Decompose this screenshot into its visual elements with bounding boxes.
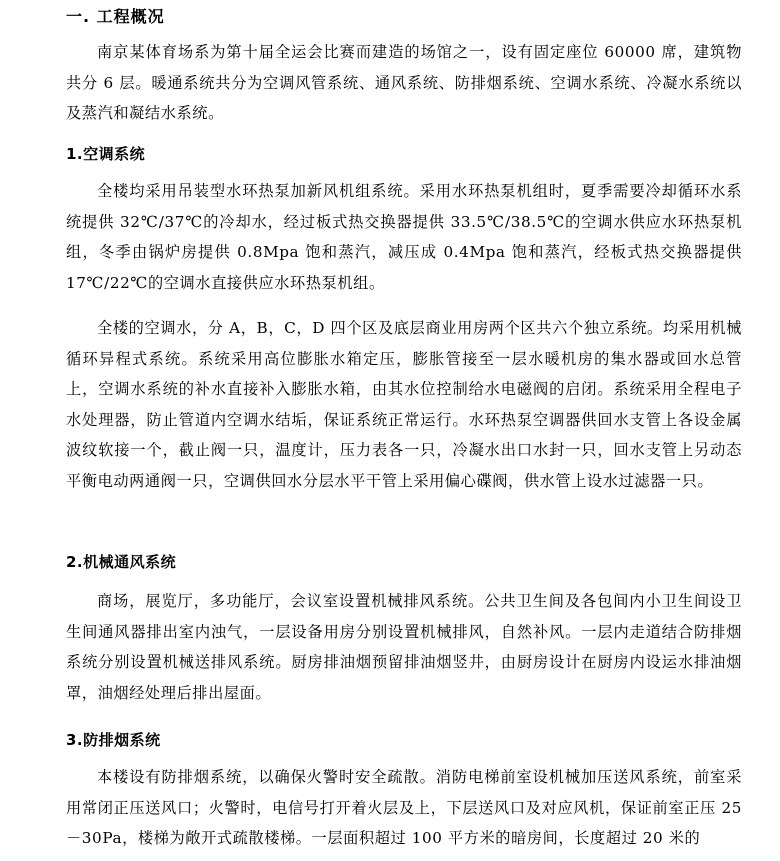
- smoke-control-paragraph: 本楼设有防排烟系统，以确保火警时安全疏散。消防电梯前室设机械加压送风系统，前室采用常闭正压送风口；火警时，电信号打开着火层及上，下层送风口及对应风机，保证前室正压 25－30Pa，楼梯为敞开式疏散楼梯。一层面积超过 100 平方米的暗房间，长度超过 20 米的: [66, 768, 742, 847]
- ac-system-paragraph-2: 全楼的空调水，分 A，B，C，D 四个区及底层商业用房两个区共六个独立系统。均采用机械循环异程式系统。系统采用高位膨胀水箱定压，膨胀管接至一层水暖机房的集水器或回水总管上，空调水系统的补水直接补入膨胀水箱，由其水位控制给水电磁阀的启闭。系统采用全程电子水处理器，防止管道内空调水结垢，保证系统正常运行。水环热泵空调器供回水支管上各设金属波纹软接一个，截止阀一只，温度计，压力表各一只，冷凝水出口水封一只，回水支管上另动态平衡电动两通阀一只，空调供回水分层水平干管上采用偏心碟阀，供水管上设水过滤器一只。: [66, 319, 742, 490]
- ac-system-paragraph-1: 全楼均采用吊装型水环热泵加新风机组系统。采用水环热泵机组时，夏季需要冷却循环水系统提供 32℃/37℃的冷却水，经过板式热交换器提供 33.5℃/38.5℃的空调水供应水环热泵机组，冬季由锅炉房提供 0.8Mpa 饱和蒸汽，减压成 0.4Mpa 饱和蒸汽，经板式热交换器提供 17℃/22℃的空调水直接供应水环热泵机组。: [66, 182, 742, 292]
- ventilation-paragraph: 商场，展览厅，多功能厅，会议室设置机械排风系统。公共卫生间及各包间内小卫生间设卫生间通风器排出室内浊气，一层设备用房分别设置机械排风，自然补风。一层内走道结合防排烟系统分别设置机械送排风系统。厨房排油烟预留排油烟竖井，由厨房设计在厨房内设运水排油烟罩，油烟经处理后排出屋面。: [66, 592, 742, 702]
- ac-system-title: 1.空调系统: [66, 145, 146, 163]
- ventilation-title: 2.机械通风系统: [66, 553, 177, 571]
- intro-paragraph: 南京某体育场系为第十届全运会比赛而建造的场馆之一，设有固定座位 60000 席，建筑物共分 6 层。暖通系统共分为空调风管系统、通风系统、防排烟系统、空调水系统、冷凝水系统以及蒸汽和凝结水系统。: [66, 43, 742, 122]
- section-title: 一. 工程概况: [66, 7, 165, 26]
- smoke-control-title: 3.防排烟系统: [66, 731, 161, 749]
